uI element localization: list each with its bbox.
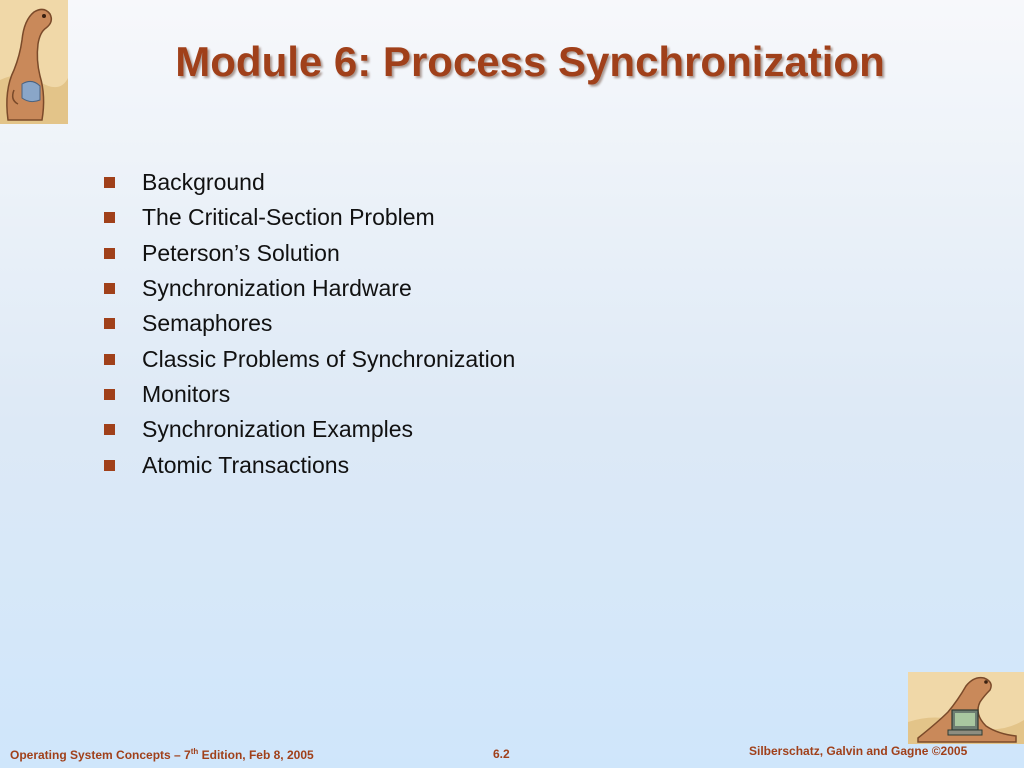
square-bullet-icon: [104, 248, 115, 259]
list-item: [104, 377, 515, 412]
bullet-text: Synchronization Hardware: [142, 275, 412, 302]
bullet-text: Peterson’s Solution: [142, 239, 340, 266]
page-title: Module 6: Process Synchronization: [175, 38, 885, 85]
list-item: [104, 271, 515, 306]
dinosaur-computer-icon: [908, 672, 1024, 744]
bullet-text: Semaphores: [142, 310, 273, 337]
list-item: [104, 236, 515, 271]
list-item: [104, 341, 515, 376]
list-item: [104, 412, 515, 447]
square-bullet-icon: [104, 318, 115, 329]
list-item: [104, 165, 515, 200]
list-item: [104, 447, 515, 482]
bullet-text: Atomic Transactions: [142, 451, 350, 478]
bullet-list: [104, 165, 515, 483]
square-bullet-icon: [104, 354, 115, 365]
bullet-text: Synchronization Examples: [142, 416, 414, 443]
footer-book-text: Operating System Concepts – 7: [10, 748, 191, 762]
footer-edition-text: Edition, Feb 8, 2005: [198, 748, 314, 762]
footer-copyright: Silberschatz, Galvin and Gagne ©2005: [749, 744, 968, 758]
square-bullet-icon: [104, 177, 115, 188]
footer-book-title: [10, 747, 314, 762]
slide-number: 6.2: [493, 747, 510, 761]
footer-edition-sup: th: [190, 747, 199, 756]
bullet-text: Monitors: [142, 380, 231, 407]
square-bullet-icon: [104, 460, 115, 471]
square-bullet-icon: [104, 212, 115, 223]
bullet-text: The Critical-Section Problem: [142, 204, 435, 231]
list-item: [104, 306, 515, 341]
square-bullet-icon: [104, 283, 115, 294]
list-item: [104, 200, 515, 235]
bullet-text: Background: [142, 169, 265, 196]
bullet-text: Classic Problems of Synchronization: [142, 345, 516, 372]
square-bullet-icon: [104, 389, 115, 400]
square-bullet-icon: [104, 424, 115, 435]
